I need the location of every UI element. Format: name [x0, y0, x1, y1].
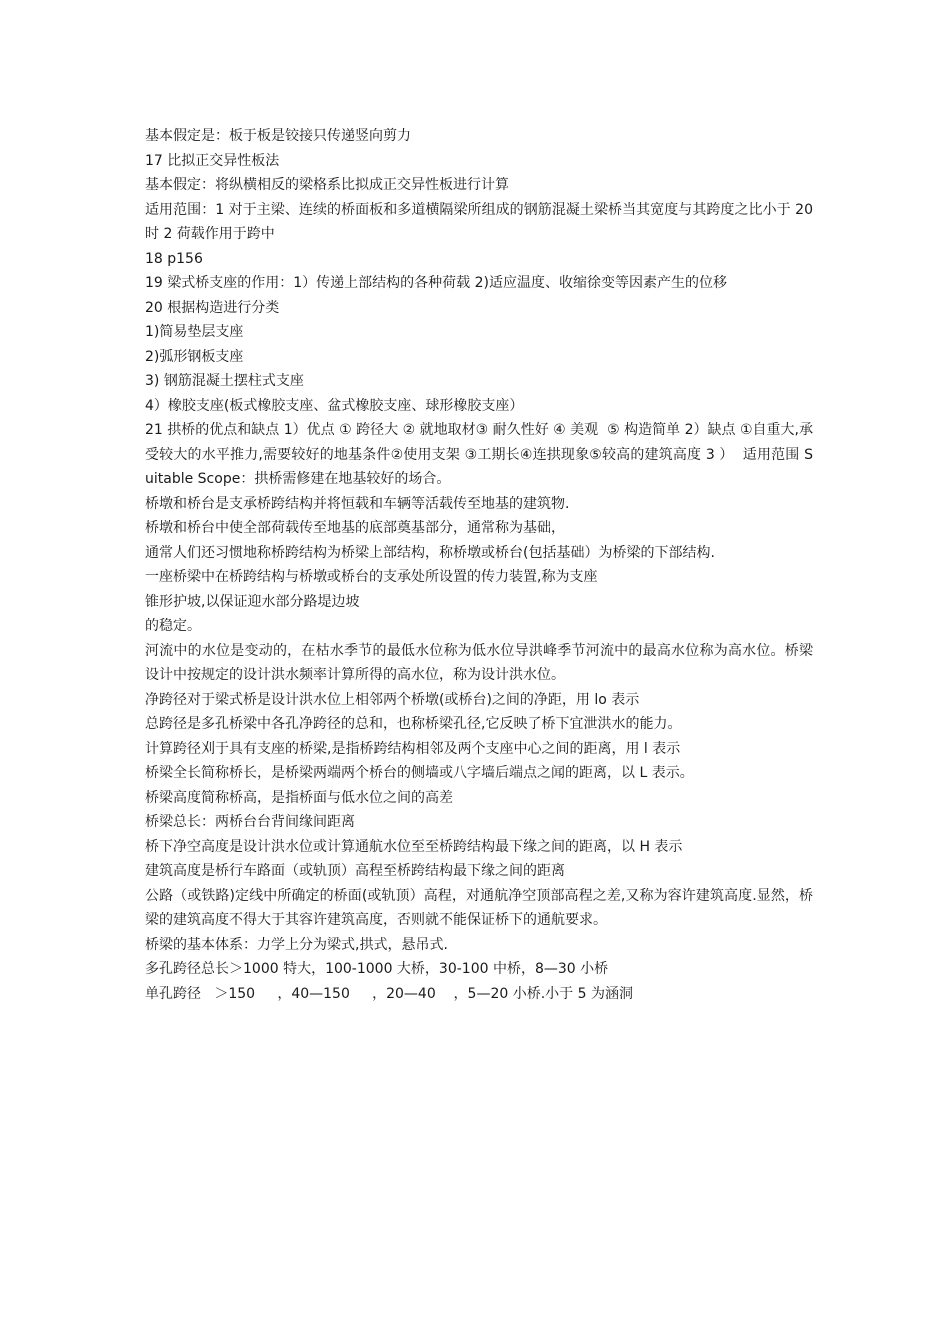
paragraph: 4）橡胶支座(板式橡胶支座、盆式橡胶支座、球形橡胶支座） — [145, 397, 524, 414]
paragraph: 1)简易垫层支座 — [145, 324, 244, 340]
paragraph: 多孔跨径总长＞1000 特大，100-1000 大桥，30-100 中桥，8—30 小桥 — [145, 961, 609, 977]
paragraph: 一座桥梁中在桥跨结构与桥墩或桥台的支承处所设置的传力装置,称为支座 — [145, 569, 598, 585]
paragraph: 单孔跨径 ＞150 ，40—150 ，20—40 ，5—20 小桥.小于 5 为涵洞 — [145, 985, 633, 1002]
paragraph: 净跨径对于梁式桥是设计洪水位上相邻两个桥墩(或桥台)之间的净距，用 lo 表示 — [145, 691, 640, 708]
paragraph: 的稳定。 — [145, 618, 201, 634]
paragraph: 21 拱桥的优点和缺点 1）优点 ① 跨径大 ② 就地取材③ 耐久性好 ④ 美观 ⑤ 构造简单 2）缺点 ①自重大,承受较大的水平推力,需要较好的地基条件②使用支架 ③工期长④连拱现象⑤较高的建筑高度 3 ） 适用范围 Suitable Scope：拱桥需修建在地基较好的场合。 — [145, 422, 813, 487]
paragraph: 总跨径是多孔桥梁中各孔净跨径的总和，也称桥梁孔径,它反映了桥下宜泄洪水的能力。 — [145, 716, 682, 732]
paragraph: 18 p156 — [145, 250, 203, 267]
paragraph: 桥梁总长：两桥台台背间缘间距离 — [145, 814, 355, 830]
paragraph: 基本假定：将纵横相反的梁格系比拟成正交异性板进行计算 — [145, 177, 509, 193]
paragraph: 计算跨径刈于具有支座的桥梁,是指桥跨结构相邻及两个支座中心之间的距离，用 l 表示 — [145, 740, 681, 757]
paragraph: 适用范围：1 对于主梁、连续的桥面板和多道横隔梁所组成的钢筋混凝土梁桥当其宽度与其跨度之比小于 20 时 2 荷载作用于跨中 — [145, 201, 818, 242]
paragraph: 桥梁全长简称桥长，是桥梁两端两个桥台的侧墙或八字墙后端点之闻的距离，以 L 表示。 — [145, 765, 694, 781]
paragraph: 桥梁的基本体系：力学上分为梁式,拱式，悬吊式. — [145, 936, 448, 953]
paragraph: 桥梁高度简称桥高，是指桥面与低水位之间的高差 — [145, 789, 453, 806]
paragraph: 17 比拟正交异性板法 — [145, 152, 280, 169]
paragraph: 建筑高度是桥行车路面（或轨顶）高程至桥跨结构最下缘之间的距离 — [145, 863, 565, 879]
document-body — [145, 124, 818, 1006]
paragraph: 锥形护坡,以保证迎水部分路堤边坡 — [145, 593, 360, 610]
paragraph: 通常人们还习惯地称桥跨结构为桥梁上部结构，称桥墩或桥台(包括基础）为桥梁的下部结构. — [145, 544, 715, 561]
paragraph: 桥下净空高度是设计洪水位或计算通航水位至至桥跨结构最下缘之间的距离，以 H 表示 — [145, 838, 683, 855]
paragraph: 公路（或铁路)定线中所确定的桥面(或轨顶）高程，对通航净空顶部高程之差,又称为容许建筑高度.显然，桥梁的建筑高度不得大于其容许建筑高度，否则就不能保证桥下的通航要求。 — [145, 887, 813, 928]
paragraph: 2)弧形钢板支座 — [145, 348, 244, 365]
paragraph: 桥墩和桥台中使全部荷载传至地基的底部奠基部分，通常称为基础， — [145, 520, 565, 536]
paragraph: 20 根据构造进行分类 — [145, 299, 280, 316]
paragraph: 3) 钢筋混凝土摆柱式支座 — [145, 373, 304, 389]
paragraph: 桥墩和桥台是支承桥跨结构并将恒载和车辆等活载传至地基的建筑物. — [145, 495, 570, 512]
paragraph: 19 梁式桥支座的作用：1）传递上部结构的各种荷载 2)适应温度、收缩徐变等因素产生的位移 — [145, 275, 727, 291]
paragraph: 基本假定是：板于板是铰接只传递竖向剪力 — [145, 128, 411, 144]
paragraph: 河流中的水位是变动的，在枯水季节的最低水位称为低水位导洪峰季节河流中的最高水位称为高水位。桥梁设计中按规定的设计洪水频率计算所得的高水位，称为设计洪水位。 — [145, 642, 813, 683]
